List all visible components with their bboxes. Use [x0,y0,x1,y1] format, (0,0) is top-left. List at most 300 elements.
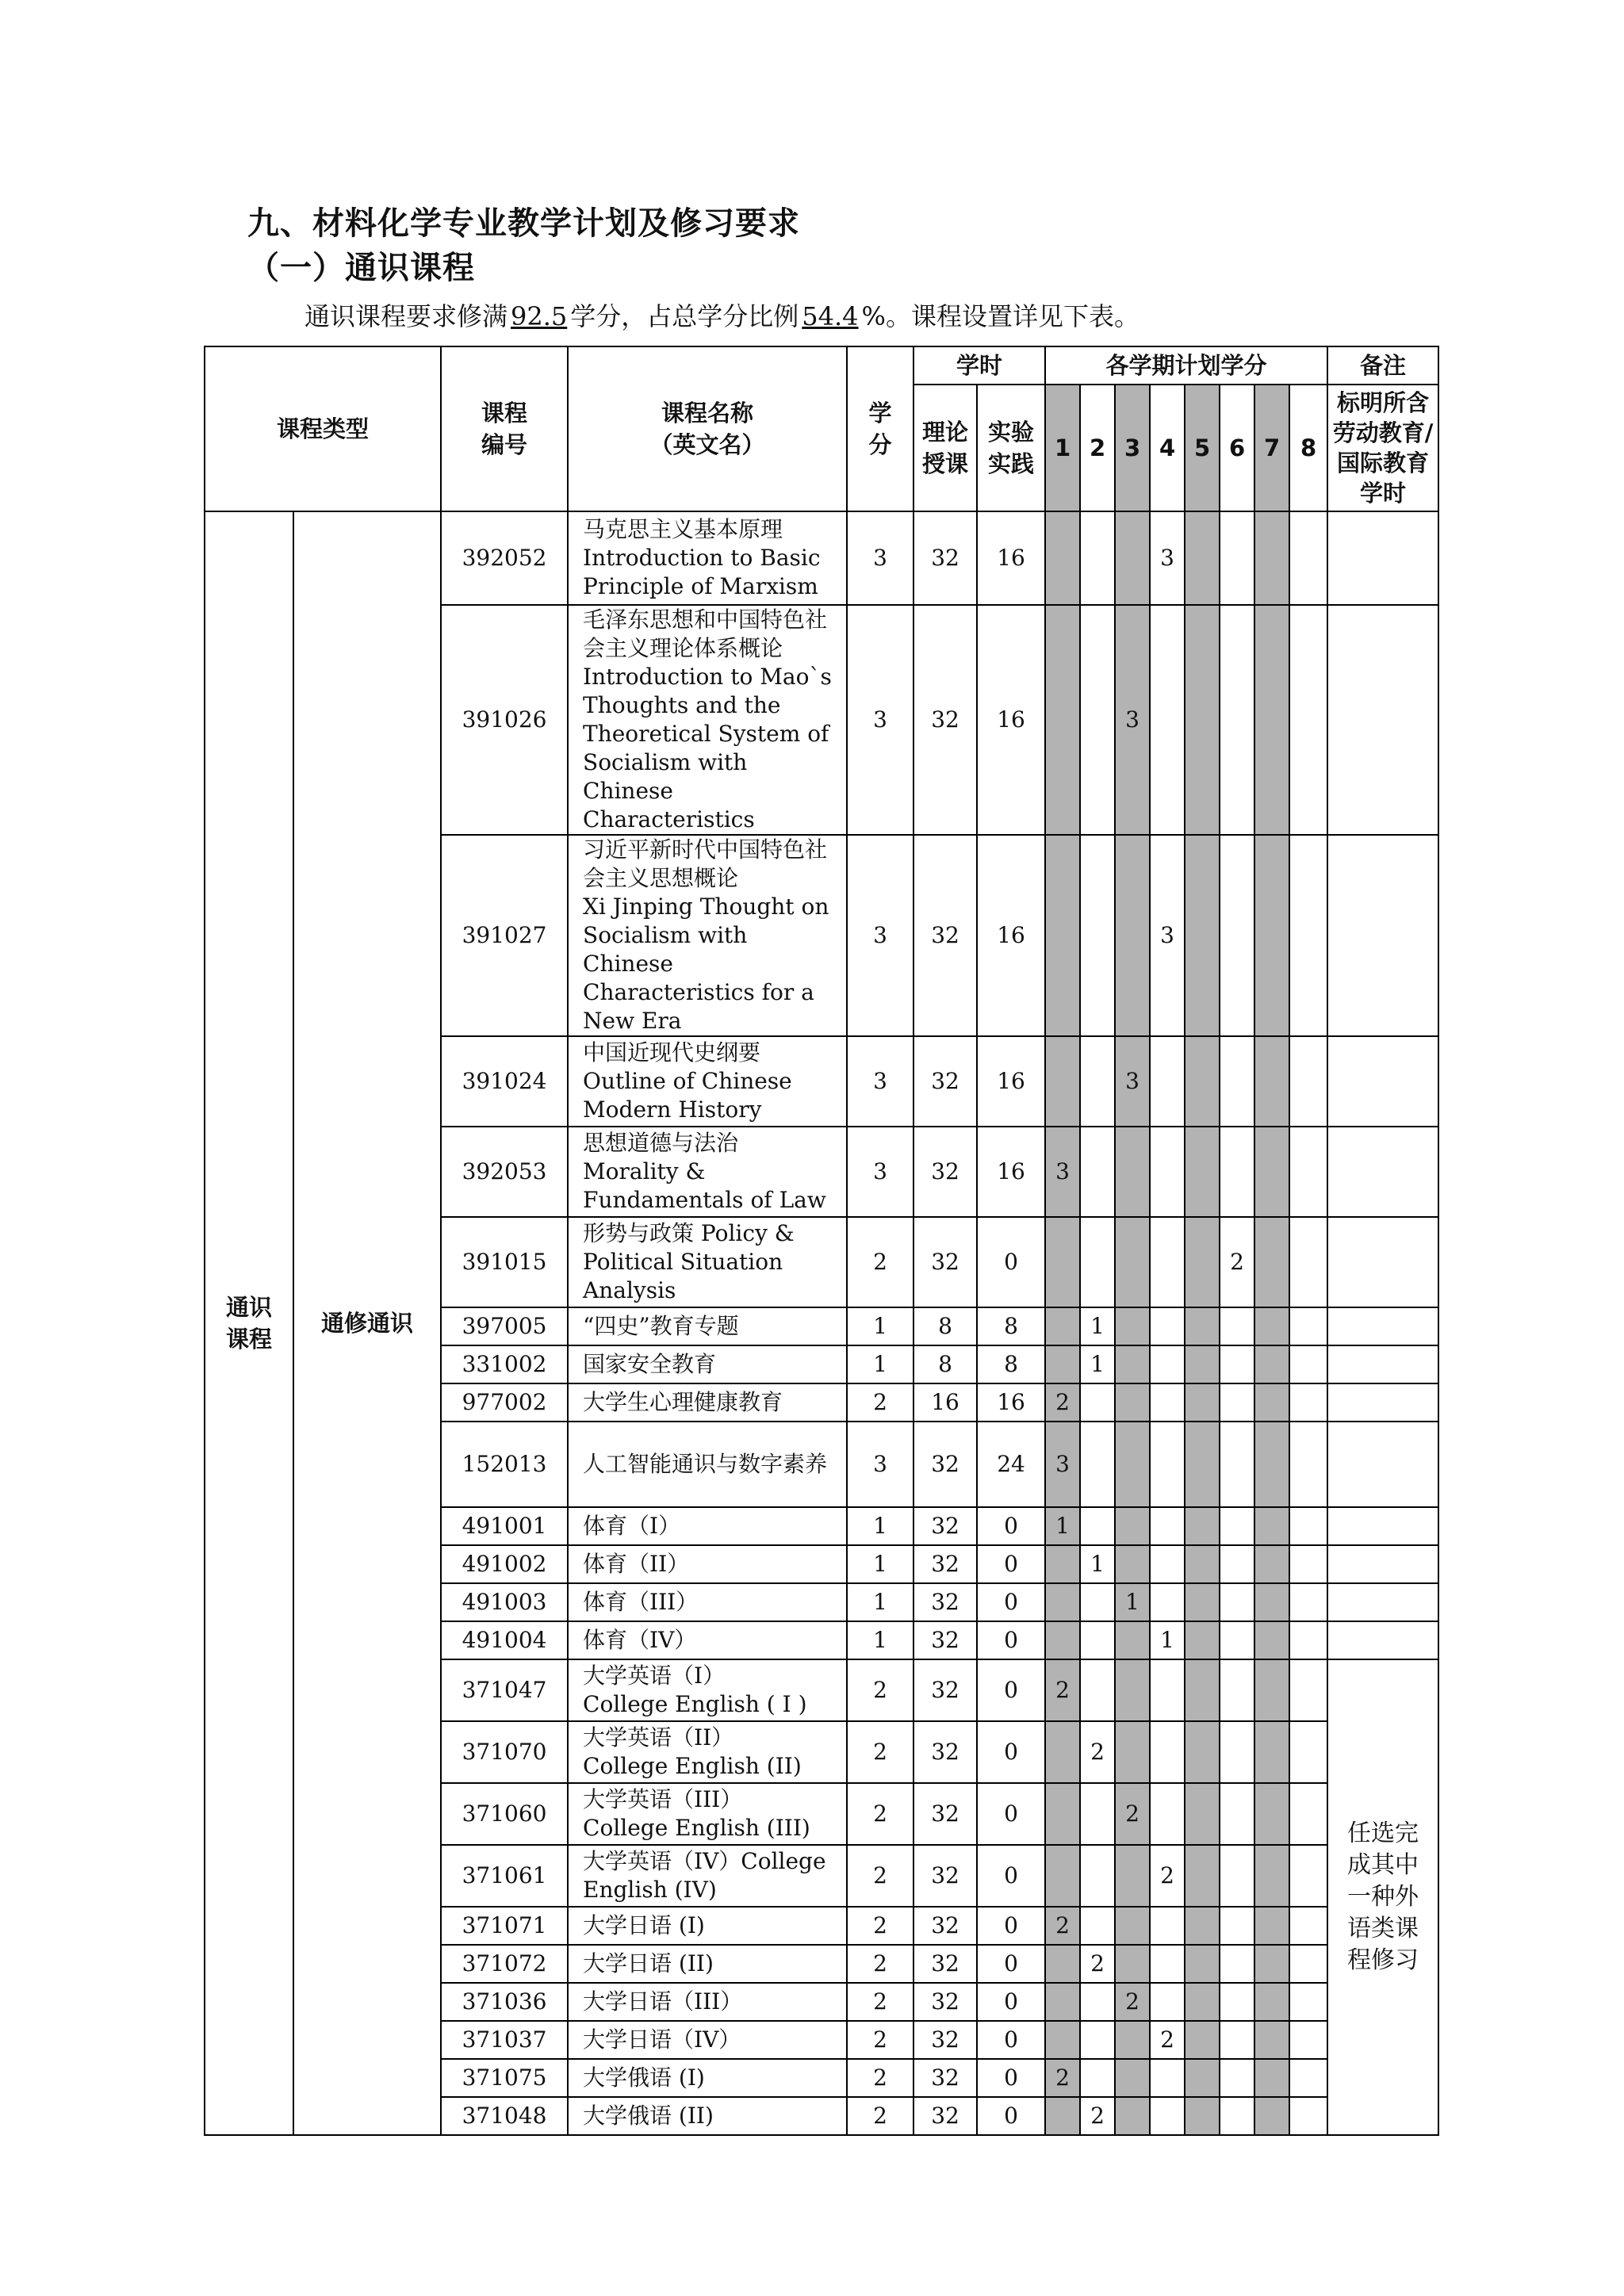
semester-3-credit [1115,835,1150,1036]
theory-hours: 8 [914,1345,977,1383]
semester-2-credit [1080,1659,1115,1721]
semester-1-credit: 2 [1045,2059,1080,2097]
semester-8-credit [1289,1036,1327,1127]
semester-4-credit: 2 [1150,1845,1185,1907]
semester-4-credit [1150,1217,1185,1307]
semester-2-credit [1080,1422,1115,1507]
semester-5-credit [1185,1845,1220,1907]
practice-hours: 0 [977,1721,1045,1783]
intro-suffix: %。课程设置详见下表。 [861,301,1139,331]
course-code: 491001 [441,1507,568,1545]
semester-2-credit: 1 [1080,1345,1115,1383]
semester-6-credit [1220,1783,1254,1845]
semester-5-credit [1185,605,1220,835]
semester-8-credit [1289,1659,1327,1721]
header-semester-2: 2 [1080,385,1115,511]
semester-3-credit [1115,1945,1150,1983]
course-credit: 2 [847,2059,914,2097]
header-semester-3: 3 [1115,385,1150,511]
remark-cell [1327,1307,1438,1345]
semester-3-credit [1115,1422,1150,1507]
semester-7-credit [1254,1907,1289,1945]
semester-6-credit [1220,1907,1254,1945]
theory-hours: 32 [914,1127,977,1217]
semester-1-credit [1045,1783,1080,1845]
semester-5-credit [1185,1907,1220,1945]
semester-4-credit: 3 [1150,835,1185,1036]
practice-hours: 0 [977,1845,1045,1907]
header-course-type: 课程类型 [205,346,441,511]
theory-hours: 32 [914,1983,977,2021]
course-name: 大学俄语 (I) [568,2059,847,2097]
header-remark-detail: 标明所含劳动教育/国际教育学时 [1327,385,1438,511]
semester-5-credit [1185,1507,1220,1545]
foreign-language-note: 任选完成其中一种外语类课程修习 [1327,1659,1438,2135]
course-code: 371060 [441,1783,568,1845]
semester-7-credit [1254,1583,1289,1621]
semester-4-credit [1150,605,1185,835]
subcategory-cell: 通修通识 [293,511,441,2135]
semester-3-credit [1115,1545,1150,1583]
semester-7-credit [1254,511,1289,605]
course-code: 392053 [441,1127,568,1217]
semester-3-credit [1115,1621,1150,1659]
header-practice: 实验 实践 [977,385,1045,511]
semester-3-credit [1115,2059,1150,2097]
header-semester-plan: 各学期计划学分 [1045,346,1327,385]
course-name: 大学日语（IV） [568,2021,847,2059]
semester-1-credit [1045,1583,1080,1621]
semester-6-credit [1220,1127,1254,1217]
remark-cell [1327,1507,1438,1545]
semester-2-credit [1080,2059,1115,2097]
course-credit: 2 [847,1721,914,1783]
semester-2-credit [1080,1383,1115,1422]
semester-6-credit [1220,1845,1254,1907]
semester-2-credit [1080,605,1115,835]
theory-hours: 32 [914,1621,977,1659]
semester-3-credit [1115,2021,1150,2059]
practice-hours: 16 [977,1036,1045,1127]
semester-6-credit [1220,1507,1254,1545]
semester-5-credit [1185,835,1220,1036]
practice-hours: 0 [977,1217,1045,1307]
semester-4-credit [1150,1583,1185,1621]
course-credit: 2 [847,1383,914,1422]
semester-5-credit [1185,511,1220,605]
semester-6-credit [1220,2097,1254,2135]
course-credit: 2 [847,1945,914,1983]
semester-2-credit: 1 [1080,1307,1115,1345]
semester-5-credit [1185,2097,1220,2135]
theory-hours: 32 [914,2021,977,2059]
theory-hours: 32 [914,605,977,835]
remark-cell [1327,1621,1438,1659]
semester-8-credit [1289,1621,1327,1659]
intro-percent: 54.4 [802,301,859,331]
theory-hours: 32 [914,1507,977,1545]
course-credit: 3 [847,1127,914,1217]
intro-prefix: 通识课程要求修满 [304,301,508,331]
course-name: 形势与政策 Policy & Political Situation Analysis [568,1217,847,1307]
theory-hours: 32 [914,1907,977,1945]
course-credit: 1 [847,1545,914,1583]
theory-hours: 32 [914,1783,977,1845]
course-name: 人工智能通识与数字素养 [568,1422,847,1507]
course-credit: 1 [847,1345,914,1383]
course-code: 977002 [441,1383,568,1422]
semester-1-credit [1045,1721,1080,1783]
semester-6-credit [1220,511,1254,605]
theory-hours: 8 [914,1307,977,1345]
course-name: 大学英语（I） College English ( I ) [568,1659,847,1721]
semester-4-credit: 1 [1150,1621,1185,1659]
semester-7-credit [1254,1383,1289,1422]
semester-1-credit [1045,1621,1080,1659]
semester-4-credit [1150,1545,1185,1583]
practice-hours: 0 [977,2097,1045,2135]
semester-3-credit [1115,1217,1150,1307]
course-code: 371036 [441,1983,568,2021]
header-course-name: 课程名称 （英文名） [568,346,847,511]
semester-5-credit [1185,1945,1220,1983]
semester-2-credit [1080,511,1115,605]
remark-cell [1327,1217,1438,1307]
practice-hours: 0 [977,2059,1045,2097]
semester-7-credit [1254,1621,1289,1659]
semester-3-credit [1115,1907,1150,1945]
semester-8-credit [1289,2021,1327,2059]
theory-hours: 32 [914,1217,977,1307]
practice-hours: 0 [977,1507,1045,1545]
course-code: 371075 [441,2059,568,2097]
semester-6-credit [1220,1345,1254,1383]
semester-2-credit [1080,2021,1115,2059]
course-credit: 1 [847,1507,914,1545]
semester-8-credit [1289,1383,1327,1422]
semester-7-credit [1254,2059,1289,2097]
remark-cell [1327,1583,1438,1621]
semester-8-credit [1289,511,1327,605]
semester-7-credit [1254,835,1289,1036]
semester-8-credit [1289,1422,1327,1507]
course-code: 491002 [441,1545,568,1583]
semester-7-credit [1254,1845,1289,1907]
semester-4-credit [1150,1983,1185,2021]
semester-1-credit [1045,511,1080,605]
semester-4-credit [1150,1945,1185,1983]
semester-8-credit [1289,1127,1327,1217]
course-name: 大学英语（III） College English (III) [568,1783,847,1845]
semester-1-credit: 3 [1045,1422,1080,1507]
semester-4-credit: 2 [1150,2021,1185,2059]
curriculum-table [204,346,1439,2136]
semester-8-credit [1289,1583,1327,1621]
theory-hours: 32 [914,835,977,1036]
semester-4-credit [1150,1507,1185,1545]
theory-hours: 32 [914,1036,977,1127]
semester-7-credit [1254,1217,1289,1307]
course-name: 大学俄语 (II) [568,2097,847,2135]
course-credit: 1 [847,1621,914,1659]
header-semester-5: 5 [1185,385,1220,511]
semester-7-credit [1254,2021,1289,2059]
semester-1-credit [1045,1307,1080,1345]
practice-hours: 0 [977,1983,1045,2021]
course-code: 371037 [441,2021,568,2059]
semester-6-credit [1220,835,1254,1036]
semester-7-credit [1254,1036,1289,1127]
semester-2-credit [1080,1217,1115,1307]
course-code: 371070 [441,1721,568,1783]
semester-6-credit [1220,2021,1254,2059]
semester-8-credit [1289,1721,1327,1783]
semester-3-credit [1115,1659,1150,1721]
semester-4-credit [1150,1036,1185,1127]
semester-6-credit [1220,1983,1254,2021]
semester-1-credit: 3 [1045,1127,1080,1217]
course-credit: 2 [847,1845,914,1907]
course-credit: 3 [847,835,914,1036]
course-code: 331002 [441,1345,568,1383]
course-credit: 2 [847,2021,914,2059]
course-code: 371071 [441,1907,568,1945]
course-credit: 3 [847,1422,914,1507]
semester-5-credit [1185,2021,1220,2059]
semester-3-credit [1115,2097,1150,2135]
semester-8-credit [1289,2097,1327,2135]
course-name: 大学英语（IV）College English (IV) [568,1845,847,1907]
semester-8-credit [1289,2059,1327,2097]
semester-1-credit [1045,605,1080,835]
semester-8-credit [1289,1217,1327,1307]
semester-2-credit: 2 [1080,2097,1115,2135]
semester-5-credit [1185,1545,1220,1583]
semester-2-credit [1080,835,1115,1036]
semester-1-credit [1045,1545,1080,1583]
course-code: 491004 [441,1621,568,1659]
semester-3-credit [1115,1845,1150,1907]
course-credit: 2 [847,1983,914,2021]
course-code: 371047 [441,1659,568,1721]
course-credit: 2 [847,1217,914,1307]
semester-1-credit: 2 [1045,1907,1080,1945]
semester-4-credit [1150,1422,1185,1507]
course-code: 391026 [441,605,568,835]
semester-5-credit [1185,1621,1220,1659]
intro-credits: 92.5 [511,301,568,331]
semester-6-credit [1220,1036,1254,1127]
semester-6-credit [1220,1422,1254,1507]
course-name: 大学英语（II） College English (II) [568,1721,847,1783]
course-name: 体育（II） [568,1545,847,1583]
header-hours: 学时 [914,346,1045,385]
remark-cell [1327,511,1438,605]
semester-5-credit [1185,1659,1220,1721]
semester-2-credit [1080,1621,1115,1659]
semester-3-credit: 2 [1115,1783,1150,1845]
semester-3-credit: 2 [1115,1983,1150,2021]
course-name: 大学日语 (II) [568,1945,847,1983]
semester-5-credit [1185,1983,1220,2021]
course-name: 大学日语（III） [568,1983,847,2021]
semester-1-credit [1045,2097,1080,2135]
semester-2-credit [1080,1583,1115,1621]
course-name: 国家安全教育 [568,1345,847,1383]
semester-4-credit [1150,1383,1185,1422]
semester-6-credit [1220,1659,1254,1721]
semester-4-credit [1150,1783,1185,1845]
course-credit: 3 [847,1036,914,1127]
course-code: 392052 [441,511,568,605]
semester-2-credit [1080,1507,1115,1545]
remark-cell [1327,605,1438,835]
practice-hours: 16 [977,1383,1045,1422]
category-cell: 通识 课程 [205,511,293,2135]
header-semester-6: 6 [1220,385,1254,511]
semester-5-credit [1185,2059,1220,2097]
semester-2-credit: 2 [1080,1721,1115,1783]
semester-2-credit [1080,1036,1115,1127]
theory-hours: 32 [914,1545,977,1583]
course-code: 491003 [441,1583,568,1621]
course-code: 391024 [441,1036,568,1127]
semester-3-credit [1115,1307,1150,1345]
semester-7-credit [1254,605,1289,835]
semester-6-credit [1220,2059,1254,2097]
semester-2-credit [1080,1127,1115,1217]
theory-hours: 32 [914,1659,977,1721]
semester-2-credit [1080,1845,1115,1907]
semester-7-credit [1254,1127,1289,1217]
practice-hours: 16 [977,605,1045,835]
semester-8-credit [1289,1507,1327,1545]
course-name: 大学生心理健康教育 [568,1383,847,1422]
semester-8-credit [1289,1345,1327,1383]
practice-hours: 0 [977,1583,1045,1621]
semester-8-credit [1289,1783,1327,1845]
semester-5-credit [1185,1036,1220,1127]
theory-hours: 32 [914,2059,977,2097]
remark-cell [1327,1345,1438,1383]
course-name: 大学日语 (I) [568,1907,847,1945]
semester-6-credit: 2 [1220,1217,1254,1307]
semester-8-credit [1289,1983,1327,2021]
semester-6-credit [1220,1545,1254,1583]
semester-6-credit [1220,1945,1254,1983]
remark-cell [1327,1422,1438,1507]
header-semester-8: 8 [1289,385,1327,511]
semester-7-credit [1254,1983,1289,2021]
semester-3-credit [1115,1127,1150,1217]
header-credit: 学 分 [847,346,914,511]
practice-hours: 8 [977,1307,1045,1345]
semester-5-credit [1185,1127,1220,1217]
header-semester-7: 7 [1254,385,1289,511]
course-name: 中国近现代史纲要 Outline of Chinese Modern History [568,1036,847,1127]
theory-hours: 32 [914,1721,977,1783]
semester-8-credit [1289,835,1327,1036]
header-semester-1: 1 [1045,385,1080,511]
course-name: 体育（I） [568,1507,847,1545]
remark-cell [1327,1545,1438,1583]
header-remark: 备注 [1327,346,1438,385]
intro-paragraph [304,297,1139,333]
semester-3-credit [1115,1507,1150,1545]
course-credit: 2 [847,1907,914,1945]
semester-7-credit [1254,1545,1289,1583]
semester-6-credit [1220,1307,1254,1345]
practice-hours: 0 [977,2021,1045,2059]
semester-2-credit [1080,1907,1115,1945]
remark-cell [1327,835,1438,1036]
semester-2-credit [1080,1783,1115,1845]
semester-5-credit [1185,1217,1220,1307]
semester-3-credit: 3 [1115,605,1150,835]
semester-5-credit [1185,1783,1220,1845]
course-credit: 3 [847,605,914,835]
course-name: 习近平新时代中国特色社会主义思想概论 Xi Jinping Thought on Socialism with Chinese Characteristics for a New Era [568,835,847,1036]
remark-cell [1327,1036,1438,1127]
semester-7-credit [1254,1721,1289,1783]
theory-hours: 16 [914,1383,977,1422]
course-name: 马克思主义基本原理 Introduction to Basic Principle of Marxism [568,511,847,605]
semester-3-credit [1115,1383,1150,1422]
course-code: 371048 [441,2097,568,2135]
theory-hours: 32 [914,1583,977,1621]
semester-7-credit [1254,2097,1289,2135]
semester-3-credit: 3 [1115,1036,1150,1127]
semester-4-credit [1150,1345,1185,1383]
semester-3-credit [1115,511,1150,605]
practice-hours: 24 [977,1422,1045,1507]
semester-4-credit [1150,2059,1185,2097]
semester-7-credit [1254,1507,1289,1545]
semester-7-credit [1254,1422,1289,1507]
semester-1-credit [1045,1945,1080,1983]
course-code: 397005 [441,1307,568,1345]
theory-hours: 32 [914,2097,977,2135]
semester-8-credit [1289,1907,1327,1945]
semester-1-credit [1045,1845,1080,1907]
semester-6-credit [1220,1583,1254,1621]
theory-hours: 32 [914,1422,977,1507]
header-course-code: 课程 编号 [441,346,568,511]
semester-1-credit [1045,1345,1080,1383]
remark-cell [1327,1383,1438,1422]
remark-cell [1327,1127,1438,1217]
course-code: 391027 [441,835,568,1036]
semester-7-credit [1254,1659,1289,1721]
course-name: 体育（IV） [568,1621,847,1659]
semester-7-credit [1254,1307,1289,1345]
semester-2-credit: 1 [1080,1545,1115,1583]
semester-6-credit [1220,605,1254,835]
semester-7-credit [1254,1945,1289,1983]
semester-2-credit: 2 [1080,1945,1115,1983]
semester-1-credit [1045,2021,1080,2059]
course-code: 152013 [441,1422,568,1507]
theory-hours: 32 [914,511,977,605]
course-name: 思想道德与法治 Morality & Fundamentals of Law [568,1127,847,1217]
course-credit: 1 [847,1307,914,1345]
semester-1-credit [1045,835,1080,1036]
theory-hours: 32 [914,1945,977,1983]
semester-3-credit [1115,1345,1150,1383]
semester-4-credit [1150,1659,1185,1721]
course-credit: 2 [847,2097,914,2135]
semester-2-credit [1080,1983,1115,2021]
